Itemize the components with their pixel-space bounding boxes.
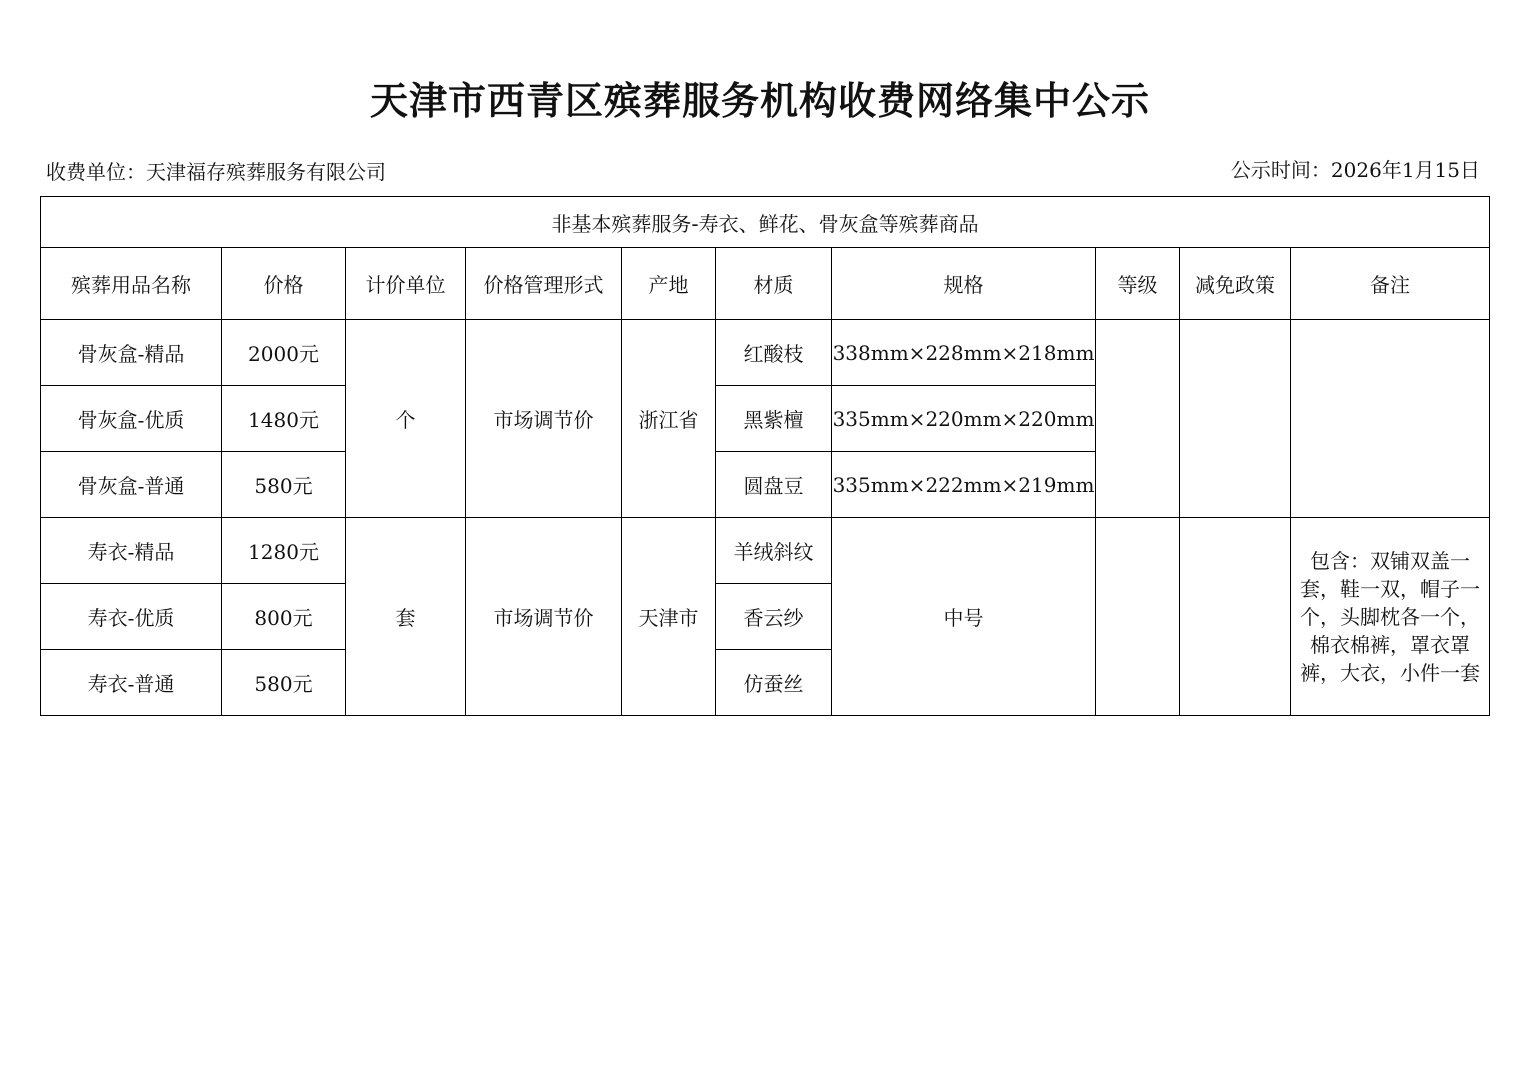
item-name: 骨灰盒-普通	[41, 452, 222, 518]
pricing-unit: 套	[346, 518, 466, 716]
note	[1291, 320, 1490, 518]
page-title: 天津市西青区殡葬服务机构收费网络集中公示	[369, 78, 1150, 123]
item-material: 羊绒斜纹	[716, 518, 832, 584]
grade	[1096, 320, 1180, 518]
table-row	[41, 518, 1490, 584]
item-price: 2000元	[222, 320, 346, 386]
header-origin: 产地	[622, 248, 716, 320]
item-material: 黑紫檀	[716, 386, 832, 452]
item-name: 骨灰盒-优质	[41, 386, 222, 452]
origin: 天津市	[622, 518, 716, 716]
item-material: 圆盘豆	[716, 452, 832, 518]
fee-table	[40, 196, 1490, 716]
header-price: 价格	[222, 248, 346, 320]
pricing-unit: 个	[346, 320, 466, 518]
price-management-form: 市场调节价	[466, 320, 622, 518]
item-material: 红酸枝	[716, 320, 832, 386]
fee-unit	[46, 158, 386, 186]
item-name: 骨灰盒-精品	[41, 320, 222, 386]
header-unit: 计价单位	[346, 248, 466, 320]
item-spec: 338mm×228mm×218mm	[832, 320, 1096, 386]
item-spec: 335mm×220mm×220mm	[832, 386, 1096, 452]
origin: 浙江省	[622, 320, 716, 518]
item-name: 寿衣-优质	[41, 584, 222, 650]
item-spec: 335mm×222mm×219mm	[832, 452, 1096, 518]
publish-date-value: 2026年1月15日	[1330, 158, 1480, 182]
fee-unit-value: 天津福存殡葬服务有限公司	[146, 160, 386, 184]
item-name: 寿衣-精品	[41, 518, 222, 584]
reduction-policy	[1180, 320, 1291, 518]
publish-date	[1231, 156, 1480, 184]
note: 包含：双铺双盖一套，鞋一双，帽子一个，头脚枕各一个，棉衣棉裤，罩衣罩裤，大衣，小件一套	[1291, 518, 1490, 716]
item-name: 寿衣-普通	[41, 650, 222, 716]
table-row	[41, 320, 1490, 386]
header-name: 殡葬用品名称	[41, 248, 222, 320]
item-price: 1280元	[222, 518, 346, 584]
item-material: 香云纱	[716, 584, 832, 650]
publish-date-label: 公示时间：	[1230, 158, 1331, 182]
header-grade: 等级	[1096, 248, 1180, 320]
item-price: 580元	[222, 452, 346, 518]
header-policy: 减免政策	[1180, 248, 1291, 320]
item-price: 580元	[222, 650, 346, 716]
header-spec: 规格	[832, 248, 1096, 320]
header-note: 备注	[1291, 248, 1490, 320]
item-price: 1480元	[222, 386, 346, 452]
item-price: 800元	[222, 584, 346, 650]
reduction-policy	[1180, 518, 1291, 716]
price-management-form: 市场调节价	[466, 518, 622, 716]
header-row	[41, 248, 1490, 320]
header-material: 材质	[716, 248, 832, 320]
item-material: 仿蚕丝	[716, 650, 832, 716]
section-row	[41, 197, 1490, 248]
fee-unit-label: 收费单位：	[46, 160, 146, 184]
header-price-form: 价格管理形式	[466, 248, 622, 320]
item-spec: 中号	[832, 518, 1096, 716]
grade	[1096, 518, 1180, 716]
section-title: 非基本殡葬服务-寿衣、鲜花、骨灰盒等殡葬商品	[41, 197, 1490, 248]
